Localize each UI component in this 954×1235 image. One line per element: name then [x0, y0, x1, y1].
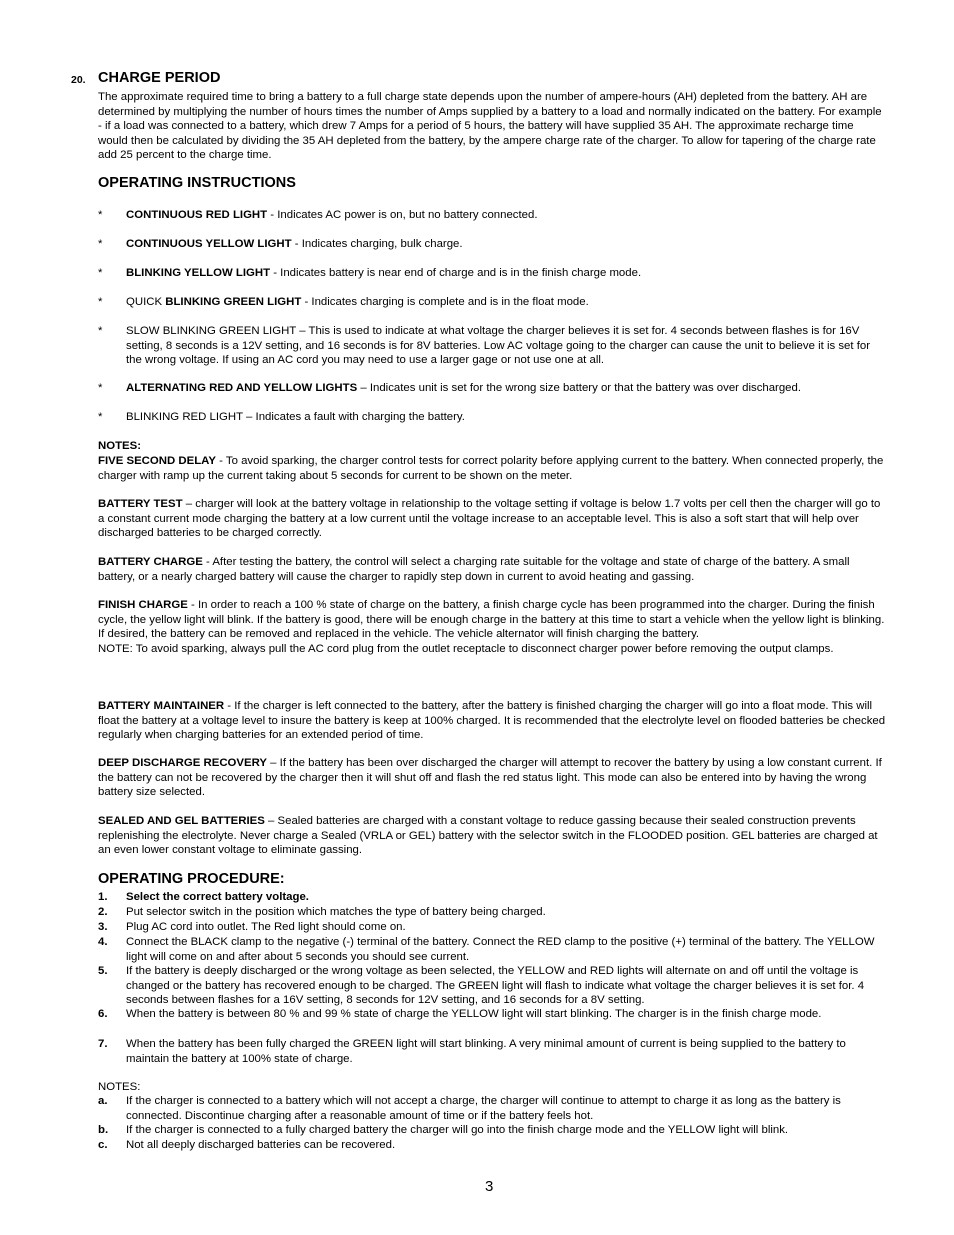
note-battery-maintainer [98, 699, 886, 743]
note-text: Not all deeply discharged batteries can be recovered. [126, 1139, 396, 1151]
operating-procedure-heading: OPERATING PROCEDURE: [98, 871, 285, 887]
notes-title: NOTES: [98, 440, 142, 452]
step-text: Plug AC cord into outlet. The Red light should come on. [126, 921, 406, 933]
procedure-notes-title: NOTES: [98, 1081, 141, 1093]
step-text: Put selector switch in the position which matches the type of battery being charged. [126, 906, 546, 918]
note-text: If the charger is connected to a battery which will not accept a charge, the charger will continue to attempt to charge it as long as the battery is connected. Discontinue charging after a reasonable amount of time or if the battery feels hot. [126, 1095, 841, 1122]
bullet-prefix: QUICK [126, 296, 166, 308]
bullet-marker: * [98, 238, 103, 250]
instruction-bullet [98, 381, 886, 396]
note-text: – charger will look at the battery voltage in relationship to the voltage setting if voltage is below 1.7 volts per cell then the charger will go to a constant current mode charging the battery at a low current until the voltage increase to an acceptable level. This is also a soft start that will help over discharged batteries to be charged correctly. [98, 498, 881, 539]
instruction-bullet [98, 295, 886, 310]
step-text: Connect the BLACK clamp to the negative (-) terminal of the battery. Connect the RED clamp to the positive (+) terminal of the battery. The YELLOW light will come on and after about 5 seconds you should see current. [126, 936, 875, 963]
note-text: – Sealed batteries are charged with a constant voltage to reduce gassing because their sealed construction prevents replenishing the electrolyte. Never charge a Sealed (VRLA or GEL) battery with the selector switch in the FLOODED position. GEL batteries are charged at an even lower constant voltage to eliminate gassing. [98, 815, 878, 856]
step-number: 7. [98, 1038, 108, 1050]
note-bold: DEEP DISCHARGE RECOVERY [98, 757, 267, 769]
bullet-text: - Indicates charging, bulk charge. [291, 238, 463, 250]
procedure-note [98, 1123, 886, 1138]
step-text: If the battery is deeply discharged or the wrong voltage as been selected, the YELLOW and RED lights will alternate on and off until the voltage is changed or the battery has recovered enough to be charged. The GREEN light will flash to indicate what voltage the charger believes it is set for. 4 seconds between flashes for a 16V setting, 8 seconds for 12V setting, and 16 seconds for a 8V setting. [126, 965, 865, 1006]
instruction-bullet [98, 208, 886, 223]
note-bold: BATTERY MAINTAINER [98, 700, 225, 712]
step-number: 2. [98, 906, 108, 918]
note-letter: a. [98, 1095, 108, 1107]
charge-period-body: The approximate required time to bring a battery to a full charge state depends upon the number of ampere-hours (AH) depleted from the battery. AH are determined by multiplying the number of hours times the number of Amps supplied by a battery to a load and normally indicated on the battery. For example - if a load was connected to a battery, which drew 7 Amps for a period of 5 hours, the battery will have supplied 35 AH. The approximate recharge time would then be calculated by dividing the 35 AH depleted from the battery, by the ampere charge rate of the charger. To allow for tapering of the charge rate add 25 percent to the charge time. [98, 91, 882, 161]
note-text: - In order to reach a 100 % state of charge on the battery, a finish charge cycle has been programmed into the charger. During the finish cycle, the yellow light will blink. If the battery is good, there will be enough charge in the battery at this time to start a vehicle when the yellow light is blinking. If desired, the battery can be removed and replaced in the vehicle. The vehicle alternator will finish charging the battery. [98, 599, 885, 640]
step-text: When the battery is between 80 % and 99 % state of charge the YELLOW light will start blinking. The charger is in the finish charge mode. [126, 1008, 822, 1020]
bullet-text: - Indicates battery is near end of charge and is in the finish charge mode. [270, 267, 642, 279]
bullet-text: – Indicates unit is set for the wrong size battery or that the battery was over discharged. [357, 382, 802, 394]
bullet-marker: * [98, 382, 103, 394]
note-letter: c. [98, 1139, 108, 1151]
procedure-step [98, 964, 886, 1008]
bullet-text: - Indicates AC power is on, but no battery connected. [267, 209, 538, 221]
operating-instructions-heading: OPERATING INSTRUCTIONS [98, 175, 296, 191]
bullet-bold: CONTINUOUS YELLOW LIGHT [126, 238, 292, 250]
page-number: 3 [485, 1178, 494, 1195]
note-extra: NOTE: To avoid sparking, always pull the AC cord plug from the outlet receptacle to disconnect charger power before removing the output clamps. [98, 642, 834, 655]
note-text: - To avoid sparking, the charger control tests for correct polarity before applying current to the battery. When connected properly, the charger with ramp up the current taking about 5 seconds for current to be shown on the meter. [98, 455, 884, 482]
step-text: Select the correct battery voltage. [126, 891, 309, 903]
bullet-marker: * [98, 296, 103, 308]
note-text: - After testing the battery, the control will select a charging rate suitable for the voltage and state of charge of the battery. A small battery, or a nearly charged battery will cause the charger to rapidly step down in current to avoid heating and gassing. [98, 556, 850, 583]
step-number: 3. [98, 921, 108, 933]
note-five-second-delay [98, 454, 886, 483]
note-battery-charge [98, 555, 886, 584]
bullet-marker: * [98, 411, 103, 423]
step-number: 1. [98, 891, 108, 903]
bullet-marker: * [98, 267, 103, 279]
bullet-text: BLINKING RED LIGHT – Indicates a fault with charging the battery. [126, 411, 465, 423]
note-finish-charge [98, 598, 886, 656]
step-text: When the battery has been fully charged the GREEN light will start blinking. A very minimal amount of current is being supplied to the battery to maintain the battery at 100% state of charge. [126, 1038, 846, 1065]
instruction-bullet [98, 266, 886, 281]
bullet-marker: * [98, 209, 103, 221]
procedure-step [98, 1007, 886, 1022]
bullet-marker: * [98, 325, 103, 337]
procedure-step [98, 890, 886, 905]
bullet-bold: ALTERNATING RED AND YELLOW LIGHTS [126, 382, 358, 394]
note-text: – If the battery has been over discharged the charger will attempt to recover the battery by using a low constant current. If the battery can not be recovered by the charger then it will shut off and flash the red status light. This mode can also be entered into by having the wrong battery size selected. [98, 757, 882, 798]
instruction-bullet [98, 237, 886, 252]
note-battery-test [98, 497, 886, 541]
note-deep-discharge [98, 756, 886, 800]
step-number: 6. [98, 1008, 108, 1020]
procedure-note [98, 1138, 886, 1153]
note-letter: b. [98, 1124, 109, 1136]
bullet-bold: BLINKING YELLOW LIGHT [126, 267, 271, 279]
note-text: - If the charger is left connected to the battery, after the battery is finished charging the charger will go into a float mode. This will float the battery at a voltage level to insure the battery is keep at 100% charged. It is recommended that the electrolyte level on flooded batteries be checked regularly when charging batteries for an extended period of time. [98, 700, 886, 741]
note-sealed-gel [98, 814, 886, 858]
procedure-step [98, 935, 886, 964]
note-bold: BATTERY TEST [98, 498, 183, 510]
step-number: 5. [98, 965, 108, 977]
procedure-step [98, 920, 886, 935]
instruction-bullet [98, 410, 886, 425]
note-bold: FIVE SECOND DELAY [98, 455, 216, 467]
section-number: 20. [71, 74, 86, 86]
note-bold: SEALED AND GEL BATTERIES [98, 815, 265, 827]
charge-period-heading: CHARGE PERIOD [98, 70, 221, 86]
step-number: 4. [98, 936, 108, 948]
procedure-note [98, 1094, 886, 1123]
bullet-text: - Indicates charging is complete and is in the float mode. [301, 296, 589, 308]
instruction-bullet [98, 324, 886, 368]
note-bold: FINISH CHARGE [98, 599, 188, 611]
bullet-bold: CONTINUOUS RED LIGHT [126, 209, 268, 221]
bullet-bold: BLINKING GREEN LIGHT [165, 296, 302, 308]
note-bold: BATTERY CHARGE [98, 556, 203, 568]
procedure-step [98, 905, 886, 920]
procedure-step [98, 1037, 886, 1066]
bullet-text: SLOW BLINKING GREEN LIGHT – This is used to indicate at what voltage the charger believes it is set for. 4 seconds between flashes is for 16V setting, 8 seconds is a 12V setting, and 16 seconds is for 8V batteries. Low AC voltage going to the charger can cause the unit to believe it is set for the wrong voltage. If using an AC cord you may need to use a larger gage or not use one at all. [126, 325, 870, 366]
note-text: If the charger is connected to a fully charged battery the charger will go into the finish charge mode and the YELLOW light will blink. [126, 1124, 789, 1136]
